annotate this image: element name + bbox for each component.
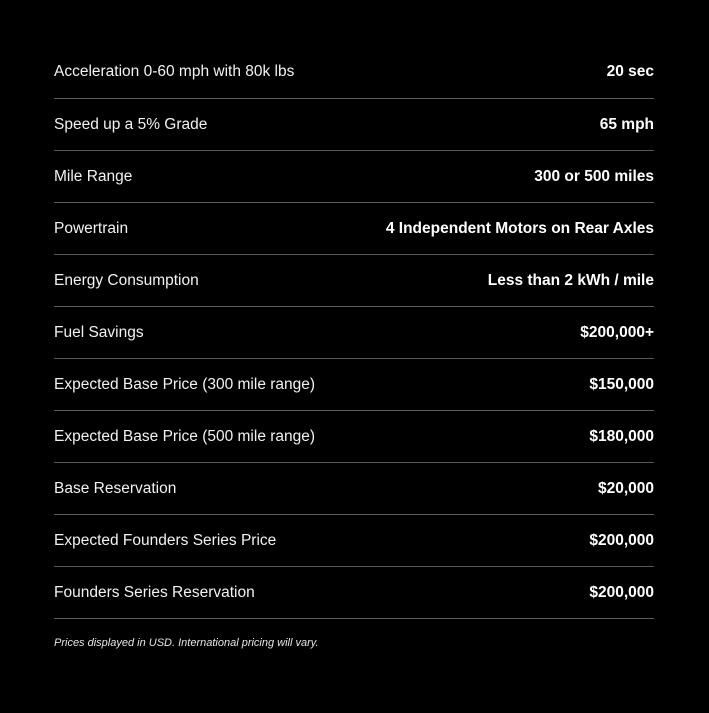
spec-label: Energy Consumption: [54, 271, 199, 289]
spec-table: [54, 46, 654, 649]
spec-row-founders-reservation: [54, 567, 654, 619]
spec-label: Acceleration 0-60 mph with 80k lbs: [54, 63, 295, 80]
spec-label: Fuel Savings: [54, 323, 144, 341]
spec-value: $20,000: [597, 479, 654, 497]
spec-value: 65 mph: [599, 115, 654, 133]
spec-row-founders-price: [54, 515, 654, 567]
spec-value: $200,000: [589, 583, 654, 601]
spec-row-energy-consumption: [54, 255, 654, 307]
spec-value: $180,000: [589, 427, 654, 445]
spec-value: $200,000: [589, 531, 654, 549]
spec-row-fuel-savings: [54, 307, 654, 359]
spec-label: Speed up a 5% Grade: [54, 115, 208, 133]
spec-label: Powertrain: [54, 219, 129, 237]
spec-label: Mile Range: [54, 167, 133, 185]
spec-value: 4 Independent Motors on Rear Axles: [385, 219, 654, 237]
spec-label: Founders Series Reservation: [54, 583, 255, 601]
spec-row-powertrain: [54, 203, 654, 255]
spec-value: Less than 2 kWh / mile: [487, 271, 654, 289]
spec-row-grade-speed: [54, 99, 654, 151]
spec-value: $200,000+: [580, 323, 654, 341]
spec-row-base-price-300: [54, 359, 654, 411]
spec-label: Expected Base Price (500 mile range): [54, 427, 316, 445]
spec-row-mile-range: [54, 151, 654, 203]
spec-label: Base Reservation: [54, 479, 177, 497]
spec-label: Expected Founders Series Price: [54, 531, 277, 549]
pricing-disclaimer: Prices displayed in USD. International pricing will vary.: [54, 637, 319, 649]
spec-value: $150,000: [589, 375, 654, 393]
spec-row-base-price-500: [54, 411, 654, 463]
spec-row-base-reservation: [54, 463, 654, 515]
spec-row-acceleration: [54, 46, 654, 99]
spec-value: 300 or 500 miles: [534, 167, 654, 185]
spec-value: 20 sec: [606, 63, 654, 80]
spec-label: Expected Base Price (300 mile range): [54, 375, 316, 393]
